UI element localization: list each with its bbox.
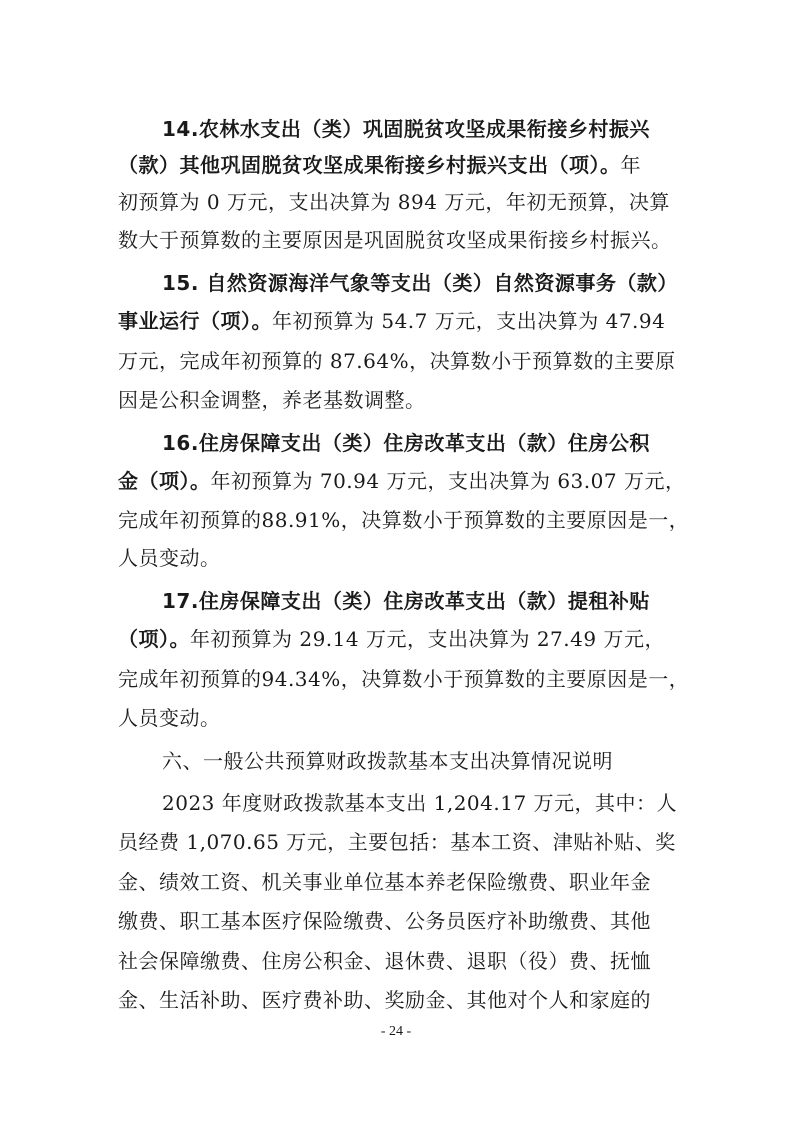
s6-line-6: 金、生活补助、医疗费补助、奖励金、其他对个人和家庭的 (118, 988, 651, 1012)
s17-line-2 (118, 619, 678, 659)
s14-line-1 (162, 109, 678, 149)
s14-line-4: 数大于预算数的主要原因是巩固脱贫攻坚成果衔接乡村振兴。 (118, 228, 672, 252)
s14-line-2 (118, 145, 678, 185)
s15-line-2 (118, 301, 678, 341)
s17-line-1 (162, 581, 678, 621)
s15-line-4: 因是公积金调整，养老基数调整。 (118, 388, 426, 412)
s6-line-5: 社会保障缴费、住房公积金、退休费、退职（役）费、抚恤 (118, 949, 651, 973)
s17-heading-cont: （项）。 (118, 627, 190, 651)
s16-line-1 (162, 423, 678, 463)
s15-line-3: 万元，完成年初预算的 87.64%，决算数小于预算数的主要原 (118, 349, 676, 373)
s6-heading: 六、一般公共预算财政拨款基本支出决算情况说明 (162, 749, 613, 773)
s6-line-4: 缴费、职工基本医疗保险缴费、公务员医疗补助缴费、其他 (118, 909, 651, 933)
s16-heading: 16.住房保障支出（类）住房改革支出（款）住房公积 (162, 431, 650, 455)
s16-heading-cont: 金（项）。 (118, 469, 211, 493)
s17-text: 年初预算为 29.14 万元，支出决算为 27.49 万元， (190, 627, 665, 651)
s16-line-3: 完成年初预算的88.91%，决算数小于预算数的主要原因是一， (118, 508, 690, 532)
s6-line-3: 金、绩效工资、机关事业单位基本养老保险缴费、职业年金 (118, 870, 651, 894)
s15-heading-cont: 事业运行（项）。 (118, 309, 272, 333)
s16-line-4: 人员变动。 (118, 546, 221, 570)
page-number: - 24 - (380, 1024, 412, 1039)
s14-heading-cont: （款）其他巩固脱贫攻坚成果衔接乡村振兴支出（项）。 (118, 153, 621, 177)
s17-line-3: 完成年初预算的94.34%，决算数小于预算数的主要原因是一， (118, 667, 690, 691)
s17-line-4: 人员变动。 (118, 706, 221, 730)
s14-line-3: 初预算为 0 万元，支出决算为 894 万元，年初无预算，决算 (118, 190, 670, 214)
s15-text: 年初预算为 54.7 万元，支出决算为 47.94 (272, 309, 666, 333)
s17-heading: 17.住房保障支出（类）住房改革支出（款）提租补贴 (162, 589, 650, 613)
s15-heading: 15. 自然资源海洋气象等支出（类）自然资源事务（款） (162, 271, 678, 295)
s14-heading: 14.农林水支出（类）巩固脱贫攻坚成果衔接乡村振兴 (162, 117, 650, 141)
s15-line-1 (162, 263, 678, 303)
s16-text: 年初预算为 70.94 万元，支出决算为 63.07 万元， (210, 469, 686, 493)
s14-text: 年 (620, 153, 641, 177)
s6-line-1: 2023 年度财政拨款基本支出 1,204.17 万元，其中：人 (162, 791, 678, 815)
s6-line-2: 员经费 1,070.65 万元，主要包括：基本工资、津贴补贴、奖 (118, 830, 676, 854)
s16-line-2 (118, 461, 686, 501)
